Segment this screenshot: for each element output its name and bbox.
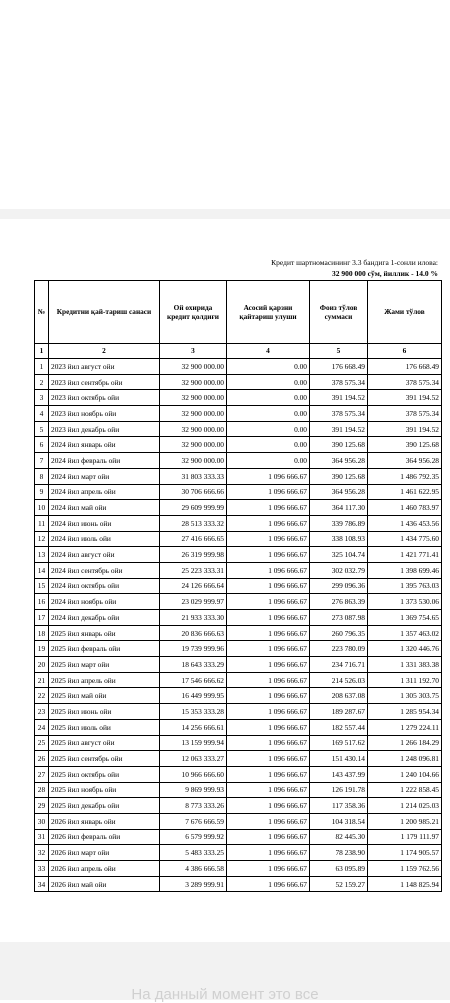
- interest-payment: 214 526.03: [310, 672, 368, 688]
- repayment-date: 2024 йил январь ойи: [49, 437, 160, 453]
- interest-payment: 176 668.49: [310, 359, 368, 375]
- row-number: 20: [35, 657, 49, 673]
- row-number: 32: [35, 845, 49, 861]
- row-number: 13: [35, 547, 49, 563]
- total-payment: 1 200 985.21: [368, 813, 442, 829]
- principal-payment: 1 096 666.67: [227, 813, 310, 829]
- loan-amount-rate: 32 900 000 сўм, йиллик - 14.0 %: [331, 269, 438, 278]
- interest-payment: 151 430.14: [310, 751, 368, 767]
- remaining-balance: 20 836 666.63: [160, 625, 227, 641]
- remaining-balance: 32 900 000.00: [160, 359, 227, 375]
- repayment-date: 2026 йил март ойи: [49, 845, 160, 861]
- remaining-balance: 23 029 999.97: [160, 594, 227, 610]
- remaining-balance: 6 579 999.92: [160, 829, 227, 845]
- table-row: [35, 547, 442, 563]
- total-payment: 1 279 224.11: [368, 719, 442, 735]
- total-payment: 390 125.68: [368, 437, 442, 453]
- table-column-number-row: [35, 344, 442, 359]
- row-number: 6: [35, 437, 49, 453]
- interest-payment: 390 125.68: [310, 468, 368, 484]
- interest-payment: 52 159.27: [310, 876, 368, 892]
- remaining-balance: 27 416 666.65: [160, 531, 227, 547]
- total-payment: 1 159 762.56: [368, 861, 442, 877]
- row-number: 25: [35, 735, 49, 751]
- row-number: 16: [35, 594, 49, 610]
- principal-payment: 1 096 666.67: [227, 641, 310, 657]
- remaining-balance: 15 353 333.28: [160, 704, 227, 720]
- header-repayment-date: Кредитни қай-тариш санаси: [49, 281, 160, 344]
- remaining-balance: 5 483 333.25: [160, 845, 227, 861]
- separator-top: [0, 209, 450, 219]
- row-number: 26: [35, 751, 49, 767]
- row-number: 11: [35, 515, 49, 531]
- table-row: [35, 359, 442, 375]
- table-row: [35, 845, 442, 861]
- interest-payment: 260 796.35: [310, 625, 368, 641]
- total-payment: 1 434 775.60: [368, 531, 442, 547]
- total-payment: 1 305 303.75: [368, 688, 442, 704]
- repayment-date: 2026 йил май ойи: [49, 876, 160, 892]
- row-number: 17: [35, 610, 49, 626]
- repayment-date: 2025 йил сентябрь ойи: [49, 751, 160, 767]
- total-payment: 1 398 699.46: [368, 562, 442, 578]
- repayment-date: 2025 йил октябрь ойи: [49, 766, 160, 782]
- repayment-date: 2025 йил март ойи: [49, 657, 160, 673]
- remaining-balance: 16 449 999.95: [160, 688, 227, 704]
- interest-payment: 391 194.52: [310, 390, 368, 406]
- interest-payment: 378 575.34: [310, 374, 368, 390]
- row-number: 27: [35, 766, 49, 782]
- table-row: [35, 610, 442, 626]
- header-interest: Фоиз тўлов суммаси: [310, 281, 368, 344]
- remaining-balance: 32 900 000.00: [160, 421, 227, 437]
- repayment-date: 2025 йил май ойи: [49, 688, 160, 704]
- row-number: 2: [35, 374, 49, 390]
- repayment-date: 2023 йил октябрь ойи: [49, 390, 160, 406]
- repayment-date: 2024 йил декабрь ойи: [49, 610, 160, 626]
- interest-payment: 117 358.36: [310, 798, 368, 814]
- row-number: 5: [35, 421, 49, 437]
- table-row: [35, 500, 442, 516]
- principal-payment: 1 096 666.67: [227, 515, 310, 531]
- total-payment: 391 194.52: [368, 390, 442, 406]
- total-payment: 1 373 530.06: [368, 594, 442, 610]
- total-payment: 378 575.34: [368, 374, 442, 390]
- remaining-balance: 10 966 666.60: [160, 766, 227, 782]
- remaining-balance: 30 706 666.66: [160, 484, 227, 500]
- row-number: 4: [35, 406, 49, 422]
- remaining-balance: 8 773 333.26: [160, 798, 227, 814]
- remaining-balance: 4 386 666.58: [160, 861, 227, 877]
- row-number: 30: [35, 813, 49, 829]
- header-number: №: [35, 281, 49, 344]
- table-header-row: [35, 281, 442, 344]
- repayment-date: 2024 йил сентябрь ойи: [49, 562, 160, 578]
- interest-payment: 276 863.39: [310, 594, 368, 610]
- repayment-date: 2025 йил апрель ойи: [49, 672, 160, 688]
- interest-payment: 189 287.67: [310, 704, 368, 720]
- row-number: 22: [35, 688, 49, 704]
- total-payment: 1 421 771.41: [368, 547, 442, 563]
- row-number: 9: [35, 484, 49, 500]
- table-body: [35, 359, 442, 892]
- repayment-date: 2024 йил апрель ойи: [49, 484, 160, 500]
- total-payment: 1 357 463.02: [368, 625, 442, 641]
- repayment-date: 2025 йил август ойи: [49, 735, 160, 751]
- interest-payment: 338 108.93: [310, 531, 368, 547]
- column-number: 3: [160, 344, 227, 359]
- principal-payment: 1 096 666.67: [227, 845, 310, 861]
- repayment-date: 2025 йил февраль ойи: [49, 641, 160, 657]
- principal-payment: 0.00: [227, 390, 310, 406]
- repayment-date: 2024 йил май ойи: [49, 500, 160, 516]
- row-number: 31: [35, 829, 49, 845]
- table-row: [35, 437, 442, 453]
- row-number: 1: [35, 359, 49, 375]
- interest-payment: 104 318.54: [310, 813, 368, 829]
- table-row: [35, 782, 442, 798]
- repayment-date: 2026 йил февраль ойи: [49, 829, 160, 845]
- total-payment: 1 174 905.57: [368, 845, 442, 861]
- remaining-balance: 7 676 666.59: [160, 813, 227, 829]
- table-row: [35, 719, 442, 735]
- table-row: [35, 861, 442, 877]
- repayment-date: 2025 йил июнь ойи: [49, 704, 160, 720]
- row-number: 21: [35, 672, 49, 688]
- table-row: [35, 515, 442, 531]
- remaining-balance: 17 546 666.62: [160, 672, 227, 688]
- repayment-schedule-table: [34, 280, 442, 892]
- total-payment: 1 285 954.34: [368, 704, 442, 720]
- table-row: [35, 829, 442, 845]
- column-number: 5: [310, 344, 368, 359]
- interest-payment: 208 637.08: [310, 688, 368, 704]
- total-payment: 391 194.52: [368, 421, 442, 437]
- total-payment: 1 222 858.45: [368, 782, 442, 798]
- interest-payment: 273 087.98: [310, 610, 368, 626]
- table-row: [35, 421, 442, 437]
- remaining-balance: 18 643 333.29: [160, 657, 227, 673]
- remaining-balance: 31 803 333.33: [160, 468, 227, 484]
- table-row: [35, 798, 442, 814]
- interest-payment: 126 191.78: [310, 782, 368, 798]
- end-of-content-text: На данный момент это все: [131, 986, 319, 1003]
- total-payment: 1 240 104.66: [368, 766, 442, 782]
- interest-payment: 302 032.79: [310, 562, 368, 578]
- repayment-date: 2024 йил июль ойи: [49, 531, 160, 547]
- remaining-balance: 32 900 000.00: [160, 406, 227, 422]
- remaining-balance: 32 900 000.00: [160, 453, 227, 469]
- repayment-date: 2024 йил февраль ойи: [49, 453, 160, 469]
- table-row: [35, 406, 442, 422]
- header-principal: Асосий қарзни қайтариш улуши: [227, 281, 310, 344]
- row-number: 14: [35, 562, 49, 578]
- repayment-date: 2025 йил декабрь ойи: [49, 798, 160, 814]
- repayment-date: 2025 йил июль ойи: [49, 719, 160, 735]
- table-row: [35, 390, 442, 406]
- repayment-date: 2023 йил декабрь ойи: [49, 421, 160, 437]
- row-number: 29: [35, 798, 49, 814]
- principal-payment: 0.00: [227, 437, 310, 453]
- table-row: [35, 562, 442, 578]
- total-payment: 1 311 192.70: [368, 672, 442, 688]
- remaining-balance: 28 513 333.32: [160, 515, 227, 531]
- repayment-date: 2024 йил октябрь ойи: [49, 578, 160, 594]
- row-number: 34: [35, 876, 49, 892]
- principal-payment: 1 096 666.67: [227, 547, 310, 563]
- row-number: 23: [35, 704, 49, 720]
- total-payment: 1 148 825.94: [368, 876, 442, 892]
- remaining-balance: 9 869 999.93: [160, 782, 227, 798]
- total-payment: 1 460 783.97: [368, 500, 442, 516]
- remaining-balance: 21 933 333.30: [160, 610, 227, 626]
- remaining-balance: 19 739 999.96: [160, 641, 227, 657]
- principal-payment: 1 096 666.67: [227, 751, 310, 767]
- interest-payment: 364 956.28: [310, 484, 368, 500]
- total-payment: 176 668.49: [368, 359, 442, 375]
- row-number: 7: [35, 453, 49, 469]
- total-payment: 1 331 383.38: [368, 657, 442, 673]
- repayment-date: 2025 йил ноябрь ойи: [49, 782, 160, 798]
- table-row: [35, 657, 442, 673]
- table-row: [35, 704, 442, 720]
- table-row: [35, 484, 442, 500]
- principal-payment: 0.00: [227, 374, 310, 390]
- principal-payment: 1 096 666.67: [227, 829, 310, 845]
- principal-payment: 1 096 666.67: [227, 610, 310, 626]
- interest-payment: 378 575.34: [310, 406, 368, 422]
- column-number: 6: [368, 344, 442, 359]
- table-row: [35, 641, 442, 657]
- principal-payment: 1 096 666.67: [227, 468, 310, 484]
- table-row: [35, 625, 442, 641]
- header-balance: Ой охирида кредит қолдиғи: [160, 281, 227, 344]
- remaining-balance: 12 063 333.27: [160, 751, 227, 767]
- principal-payment: 1 096 666.67: [227, 861, 310, 877]
- principal-payment: 1 096 666.67: [227, 500, 310, 516]
- principal-payment: 1 096 666.67: [227, 562, 310, 578]
- interest-payment: 391 194.52: [310, 421, 368, 437]
- interest-payment: 78 238.90: [310, 845, 368, 861]
- repayment-date: 2026 йил апрель ойи: [49, 861, 160, 877]
- remaining-balance: 32 900 000.00: [160, 374, 227, 390]
- row-number: 33: [35, 861, 49, 877]
- table-row: [35, 453, 442, 469]
- principal-payment: 1 096 666.67: [227, 688, 310, 704]
- table-row: [35, 766, 442, 782]
- repayment-date: 2024 йил ноябрь ойи: [49, 594, 160, 610]
- total-payment: 364 956.28: [368, 453, 442, 469]
- row-number: 18: [35, 625, 49, 641]
- table-row: [35, 531, 442, 547]
- column-number: 4: [227, 344, 310, 359]
- remaining-balance: 14 256 666.61: [160, 719, 227, 735]
- total-payment: 1 320 446.76: [368, 641, 442, 657]
- total-payment: 1 436 453.56: [368, 515, 442, 531]
- repayment-date: 2023 йил август ойи: [49, 359, 160, 375]
- total-payment: 1 179 111.97: [368, 829, 442, 845]
- remaining-balance: 32 900 000.00: [160, 390, 227, 406]
- row-number: 28: [35, 782, 49, 798]
- principal-payment: 1 096 666.67: [227, 484, 310, 500]
- interest-payment: 364 956.28: [310, 453, 368, 469]
- repayment-date: 2023 йил ноябрь ойи: [49, 406, 160, 422]
- remaining-balance: 29 609 999.99: [160, 500, 227, 516]
- row-number: 12: [35, 531, 49, 547]
- row-number: 8: [35, 468, 49, 484]
- table-row: [35, 813, 442, 829]
- table-row: [35, 468, 442, 484]
- interest-payment: 339 786.89: [310, 515, 368, 531]
- row-number: 3: [35, 390, 49, 406]
- repayment-date: 2026 йил январь ойи: [49, 813, 160, 829]
- row-number: 19: [35, 641, 49, 657]
- total-payment: 1 486 792.35: [368, 468, 442, 484]
- interest-payment: 390 125.68: [310, 437, 368, 453]
- total-payment: 1 369 754.65: [368, 610, 442, 626]
- principal-payment: 1 096 666.67: [227, 672, 310, 688]
- row-number: 10: [35, 500, 49, 516]
- principal-payment: 0.00: [227, 453, 310, 469]
- column-number: 1: [35, 344, 49, 359]
- principal-payment: 1 096 666.67: [227, 625, 310, 641]
- principal-payment: 1 096 666.67: [227, 766, 310, 782]
- interest-payment: 182 557.44: [310, 719, 368, 735]
- repayment-date: 2024 йил август ойи: [49, 547, 160, 563]
- interest-payment: 325 104.74: [310, 547, 368, 563]
- principal-payment: 1 096 666.67: [227, 798, 310, 814]
- repayment-date: 2024 йил июнь ойи: [49, 515, 160, 531]
- interest-payment: 169 517.62: [310, 735, 368, 751]
- principal-payment: 1 096 666.67: [227, 531, 310, 547]
- interest-payment: 299 096.36: [310, 578, 368, 594]
- total-payment: 1 214 025.03: [368, 798, 442, 814]
- principal-payment: 1 096 666.67: [227, 876, 310, 892]
- remaining-balance: 32 900 000.00: [160, 437, 227, 453]
- row-number: 15: [35, 578, 49, 594]
- remaining-balance: 26 319 999.98: [160, 547, 227, 563]
- repayment-date: 2023 йил сентябрь ойи: [49, 374, 160, 390]
- interest-payment: 364 117.30: [310, 500, 368, 516]
- table-row: [35, 688, 442, 704]
- document-page: [0, 219, 450, 942]
- table-row: [35, 594, 442, 610]
- appendix-note: [271, 257, 438, 279]
- repayment-date: 2025 йил январь ойи: [49, 625, 160, 641]
- top-bar: [0, 0, 450, 12]
- interest-payment: 143 437.99: [310, 766, 368, 782]
- remaining-balance: 3 289 999.91: [160, 876, 227, 892]
- principal-payment: 1 096 666.67: [227, 782, 310, 798]
- total-payment: 378 575.34: [368, 406, 442, 422]
- remaining-balance: 13 159 999.94: [160, 735, 227, 751]
- appendix-title: Кредит шартномасининг 3.3 бандига 1-сонли илова:: [271, 258, 438, 267]
- principal-payment: 0.00: [227, 421, 310, 437]
- table-row: [35, 578, 442, 594]
- principal-payment: 1 096 666.67: [227, 704, 310, 720]
- principal-payment: 1 096 666.67: [227, 735, 310, 751]
- total-payment: 1 248 096.81: [368, 751, 442, 767]
- total-payment: 1 461 622.95: [368, 484, 442, 500]
- table-row: [35, 751, 442, 767]
- header-total: Жами тўлов: [368, 281, 442, 344]
- remaining-balance: 24 126 666.64: [160, 578, 227, 594]
- principal-payment: 0.00: [227, 406, 310, 422]
- table-row: [35, 735, 442, 751]
- interest-payment: 234 716.71: [310, 657, 368, 673]
- column-number: 2: [49, 344, 160, 359]
- interest-payment: 82 445.30: [310, 829, 368, 845]
- principal-payment: 1 096 666.67: [227, 578, 310, 594]
- principal-payment: 0.00: [227, 359, 310, 375]
- interest-payment: 63 095.89: [310, 861, 368, 877]
- interest-payment: 223 780.09: [310, 641, 368, 657]
- remaining-balance: 25 223 333.31: [160, 562, 227, 578]
- total-payment: 1 395 763.03: [368, 578, 442, 594]
- table-row: [35, 672, 442, 688]
- total-payment: 1 266 184.29: [368, 735, 442, 751]
- table-row: [35, 374, 442, 390]
- row-number: 24: [35, 719, 49, 735]
- principal-payment: 1 096 666.67: [227, 594, 310, 610]
- repayment-date: 2024 йил март ойи: [49, 468, 160, 484]
- table-row: [35, 876, 442, 892]
- principal-payment: 1 096 666.67: [227, 657, 310, 673]
- principal-payment: 1 096 666.67: [227, 719, 310, 735]
